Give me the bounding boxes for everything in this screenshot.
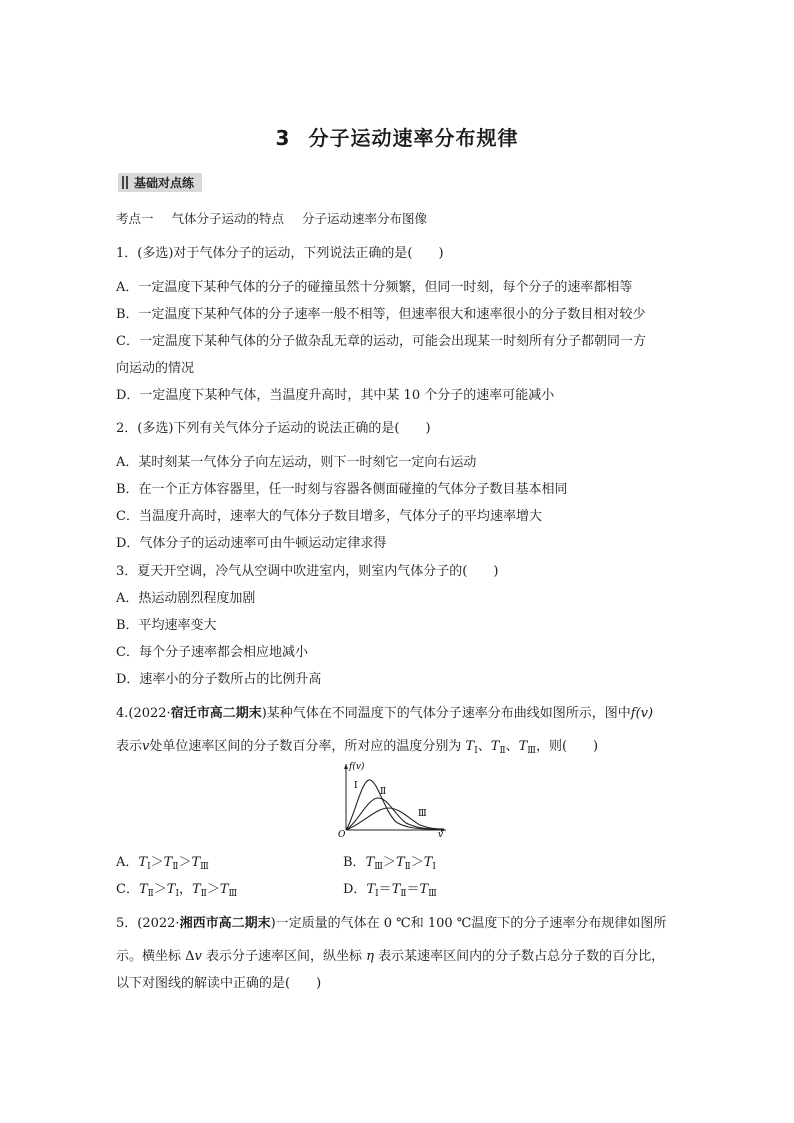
origin-label: O (338, 830, 346, 838)
q1-option-c: C．一定温度下某种气体的分子做杂乱无章的运动，可能会出现某一时刻所有分子都朝同一方 (116, 334, 646, 349)
y-axis-arrow-icon (344, 764, 348, 769)
q1-option-c-cont: 向运动的情况 (116, 361, 195, 376)
q4-option-d: D．$T_Ⅰ=T_Ⅱ=T_Ⅲ$ (343, 882, 437, 899)
q4-option-a: A．$T_Ⅰ>T_Ⅱ>T_Ⅲ$ (116, 855, 209, 872)
q4-stem-line2: 表示v处单位速率区间的分子数百分率，所对应的温度分别为 $T_Ⅰ$、$T_Ⅱ$、$T_Ⅲ$，则( ) (116, 739, 599, 756)
q5-line2: 示。横坐标 Δv 表示分子速率区间，纵坐标 η 表示某速率区间内的分子数占总分子数的百分比， (116, 949, 665, 964)
badge-bars-icon (122, 176, 128, 189)
q4-source: 宿迁市高二期末 (170, 706, 262, 721)
q2-stem: 2．(多选)下列有关气体分子运动的说法正确的是( ) (116, 421, 431, 436)
speed-distribution-graph (336, 758, 452, 838)
q4-stem-line1: 4.(2022·宿迁市高二期末)某种气体在不同温度下的气体分子速率分布曲线如图所示，图中f(v) (116, 706, 654, 721)
q3-option-c: C．每个分子速率都会相应地减小 (116, 645, 308, 660)
title-text: 分子运动速率分布规律 (308, 126, 519, 150)
section-badge (118, 173, 202, 192)
y-axis-label: f(v) (349, 762, 365, 772)
q1-option-d: D．一定温度下某种气体，当温度升高时，其中某 10 个分子的速率可能减小 (116, 388, 555, 403)
q4-option-b: B．$T_Ⅲ>T_Ⅱ>T_Ⅰ$ (343, 855, 436, 872)
q5-line3: 以下对图线的解读中正确的是( ) (116, 976, 322, 991)
curve-ii-label: Ⅱ (380, 787, 387, 797)
topic-part-1: 气体分子运动的特点 (171, 211, 285, 226)
q3-option-d: D．速率小的分子数所占的比例升高 (116, 672, 322, 687)
topic-label: 考点一 (116, 211, 154, 226)
topic-heading (116, 209, 427, 227)
curve-i-label: Ⅰ (354, 781, 358, 791)
topic-part-2: 分子运动速率分布图像 (302, 211, 428, 226)
q2-option-a: A．某时刻某一气体分子向左运动，则下一时刻它一定向右运动 (116, 455, 477, 470)
q5-source: 湘西市高二期末 (179, 916, 271, 931)
section-badge-label: 基础对点练 (134, 176, 195, 190)
q1-option-b: B．一定温度下某种气体的分子速率一般不相等，但速率很大和速率很小的分子数目相对较少 (116, 307, 646, 322)
title-number: 3 (275, 126, 291, 150)
x-axis-label: v (438, 830, 444, 838)
q3-stem: 3．夏天开空调，冷气从空调中吹进室内，则室内气体分子的( ) (116, 564, 499, 579)
q1-stem: 1．(多选)对于气体分子的运动，下列说法正确的是( ) (116, 246, 444, 261)
q2-option-d: D．气体分子的运动速率可由牛顿运动定律求得 (116, 536, 387, 551)
q3-option-b: B．平均速率变大 (116, 618, 217, 633)
curve-iii-label: Ⅲ (418, 809, 427, 819)
page-title (0, 122, 794, 151)
q1-option-a: A．一定温度下某种气体的分子的碰撞虽然十分频繁，但同一时刻，每个分子的速率都相等 (116, 280, 633, 295)
q5-line1: 5．(2022·湘西市高二期末)一定质量的气体在 0 ℃和 100 ℃温度下的分子速率分布规律如图所 (116, 916, 667, 931)
q2-option-c: C．当温度升高时，速率大的气体分子数目增多，气体分子的平均速率增大 (116, 509, 542, 524)
q3-option-a: A．热运动剧烈程度加剧 (116, 591, 256, 606)
q4-option-c: C．$T_Ⅱ>T_Ⅰ$，$T_Ⅱ>T_Ⅲ$ (116, 882, 238, 899)
q2-option-b: B．在一个正方体容器里，任一时刻与容器各侧面碰撞的气体分子数目基本相同 (116, 482, 568, 497)
